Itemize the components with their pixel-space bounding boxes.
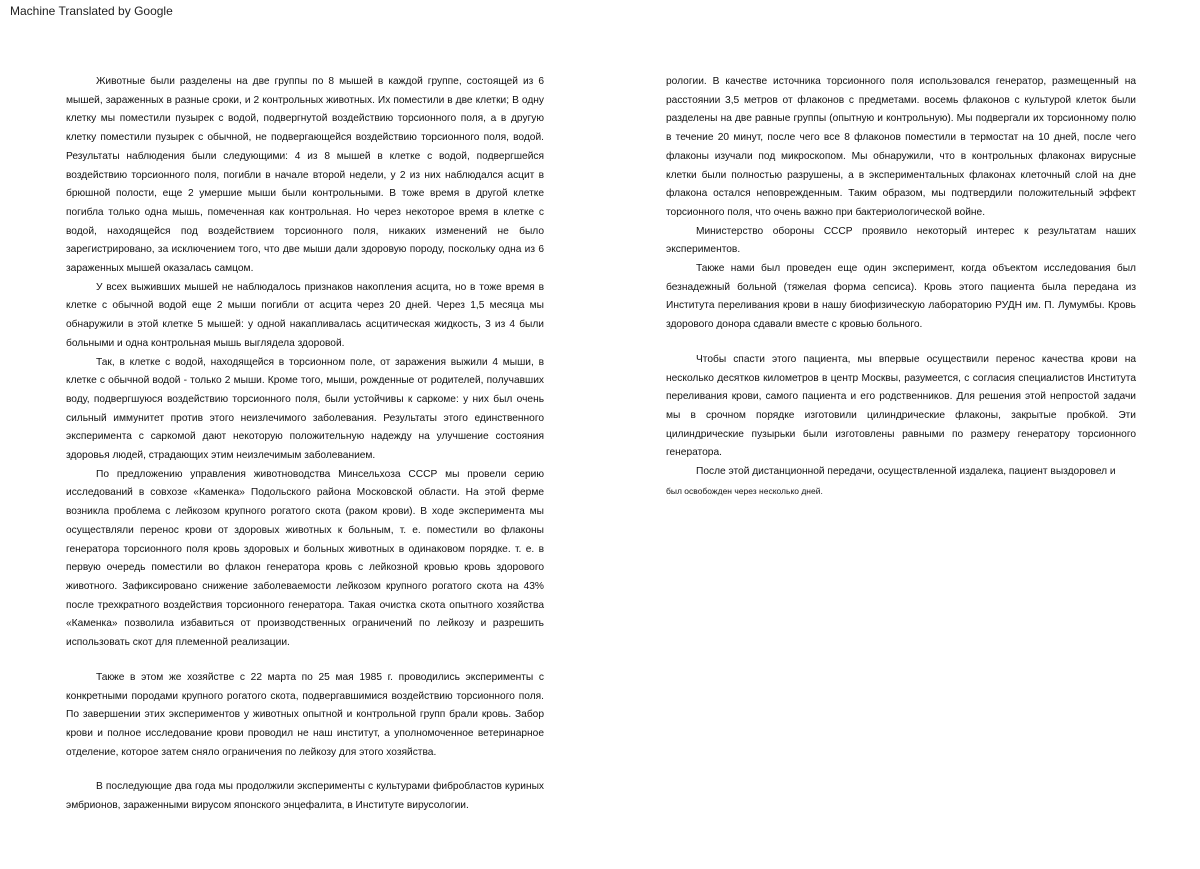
left-paragraph-4: По предложению управления животноводства Минсельхоза СССР мы провели серию исследований в совхозе «Каменка» Подольского района Московской области. На этой ферме возникла проблема с лейкозом крупного рогатого скота (раком крови). В ходе эксперимента мы осуществляли перенос крови от здоровых животных к больным, т. е. поместили во флаконы генератора торсионного поля кровь здоровых и больных животных в одинаковом порядке. т. е. в первую очередь поместили во флакон генератора кровь с лейкозной кровью кровь здорового животного. Зафиксировано снижение заболеваемости лейкозом крупного рогатого скота на 43% после трехкратного воздействия торсионного генератора. Такая очистка скота опытного хозяйства «Каменка» позволила избавиться от производственных ограничений по лейкозу и разрешить использовать скот для племенной реализации.: [66, 468, 544, 649]
machine-translation-banner: Machine Translated by Google: [10, 4, 173, 18]
left-paragraph-5: Также в этом же хозяйстве с 22 марта по 25 мая 1985 г. проводились эксперименты с конкретными породами крупного рогатого скота, подвергавшимися воздействию торсионного поля. По завершении этих экспериментов у животных опытной и контрольной групп брали кровь. Забор крови и полное исследование крови проводил не наш институт, а уполномоченное ветеринарное отделение, которое затем сняло ограничения по лейкозу для этого хозяйства.: [66, 671, 544, 758]
left-paragraph-2: У всех выживших мышей не наблюдалось признаков накопления асцита, но в тоже время в клетке с обычной водой еще 2 мыши погибли от асцита через 20 дней. Через 1,5 месяца мы обнаружили в этой клетке 5 мышей: у одной накапливалась асцитическая жидкость, 3 из 4 были больными и одна контрольная мышь выглядела здоровой.: [66, 281, 544, 349]
left-paragraph-1: Животные были разделены на две группы по 8 мышей в каждой группе, состоящей из 6 мышей, зараженных в разные сроки, и 2 контрольных животных. Их поместили в две клетки; В одну клетку мы поместили пузырек с водой, подвергнутой воздействию торсионного поля, а в другую клетку поместили пузырек с обычной, не подвергающейся воздействию торсионного поля, водой. Результаты наблюдения были следующими: 4 из 8 мышей в клетке с водой, подвергшейся воздействию торсионного поля, погибли в начале второй недели, у 2 из них наблюдался асцит в брюшной полости, еще 2 умершие мыши были контрольными. В тоже время в другой клетке погибла только одна мышь, помеченная как контрольная. Но через некоторое время в клетке с водой, находящейся под воздействием торсионного поля, никаких изменений не было зарегистрировано, за исключением того, что две мыши дали здоровую породу, поскольку одна из 6 зараженных мышей оказалась самцом.: [66, 76, 544, 275]
right-paragraph-5: После этой дистанционной передачи, осуществленной издалека, пациент выздоровел и: [696, 466, 1116, 478]
right-paragraph-3: Также нами был проведен еще один эксперимент, когда объектом исследования был безнадежный больной (тяжелая форма сепсиса). Кровь этого пациента была передана из Института переливания крови в нашу биофизическую лабораторию РУДН им. П. Лумумбы. Кровь здорового донора сдавали вместе с кровью больного.: [666, 263, 1136, 331]
right-paragraph-1: рологии. В качестве источника торсионного поля использовался генератор, размещенный на расстоянии 3,5 метров от флаконов с предметами. восемь флаконов с культурой клеток были разделены на две равные группы (опытную и контрольную). Мы подвергали их торсионному полю в течение 20 минут, после чего все 8 флаконов поместили в термостат на 10 дней, после чего флаконы изучали под микроскопом. Мы обнаружили, что в контрольных флаконах вирусные клетки были полностью разрушены, а в экспериментальных флаконах клеточный слой на дне флакона остался неповрежденным. Таким образом, мы подтвердили положительный эффект торсионного поля, что очень важно при бактериологической войне.: [666, 76, 1136, 218]
right-paragraph-6: был освобожден через несколько дней.: [666, 485, 823, 496]
left-paragraph-3: Так, в клетке с водой, находящейся в торсионном поле, от заражения выжили 4 мыши, в клетке с обычной водой - только 2 мыши. Кроме того, мыши, рожденные от родителей, получавших воду, подвергшуюся воздействию торсионного поля, были устойчивы к саркоме: у них был очень сильный иммунитет против этого неизлечимого заболевания. Результаты этого единственного эксперимента с саркомой дают некоторую положительную надежду на улучшение состояния здоровья людей, страдающих этим неизлечимым заболеванием.: [66, 356, 544, 462]
left-paragraph-6: В последующие два года мы продолжили эксперименты с культурами фибробластов куриных эмбрионов, зараженными вирусом японского энцефалита, в Институте вирусологии.: [66, 781, 544, 812]
right-paragraph-4: Чтобы спасти этого пациента, мы впервые осуществили перенос качества крови на несколько десятков километров в центр Москвы, разумеется, с согласия специалистов Института переливания крови, самого пациента и его родственников. Для решения этой непростой задачи мы в срочном порядке изготовили цилиндрические флаконы, закрытые пробкой. Эти цилиндрические пузырьки были изготовлены равными по размеру генератору торсионного генератора.: [666, 353, 1136, 459]
right-paragraph-2: Министерство обороны СССР проявило некоторый интерес к результатам наших экспериментов.: [666, 225, 1136, 256]
right-text-column: [666, 73, 1136, 500]
left-text-column: [66, 73, 544, 816]
